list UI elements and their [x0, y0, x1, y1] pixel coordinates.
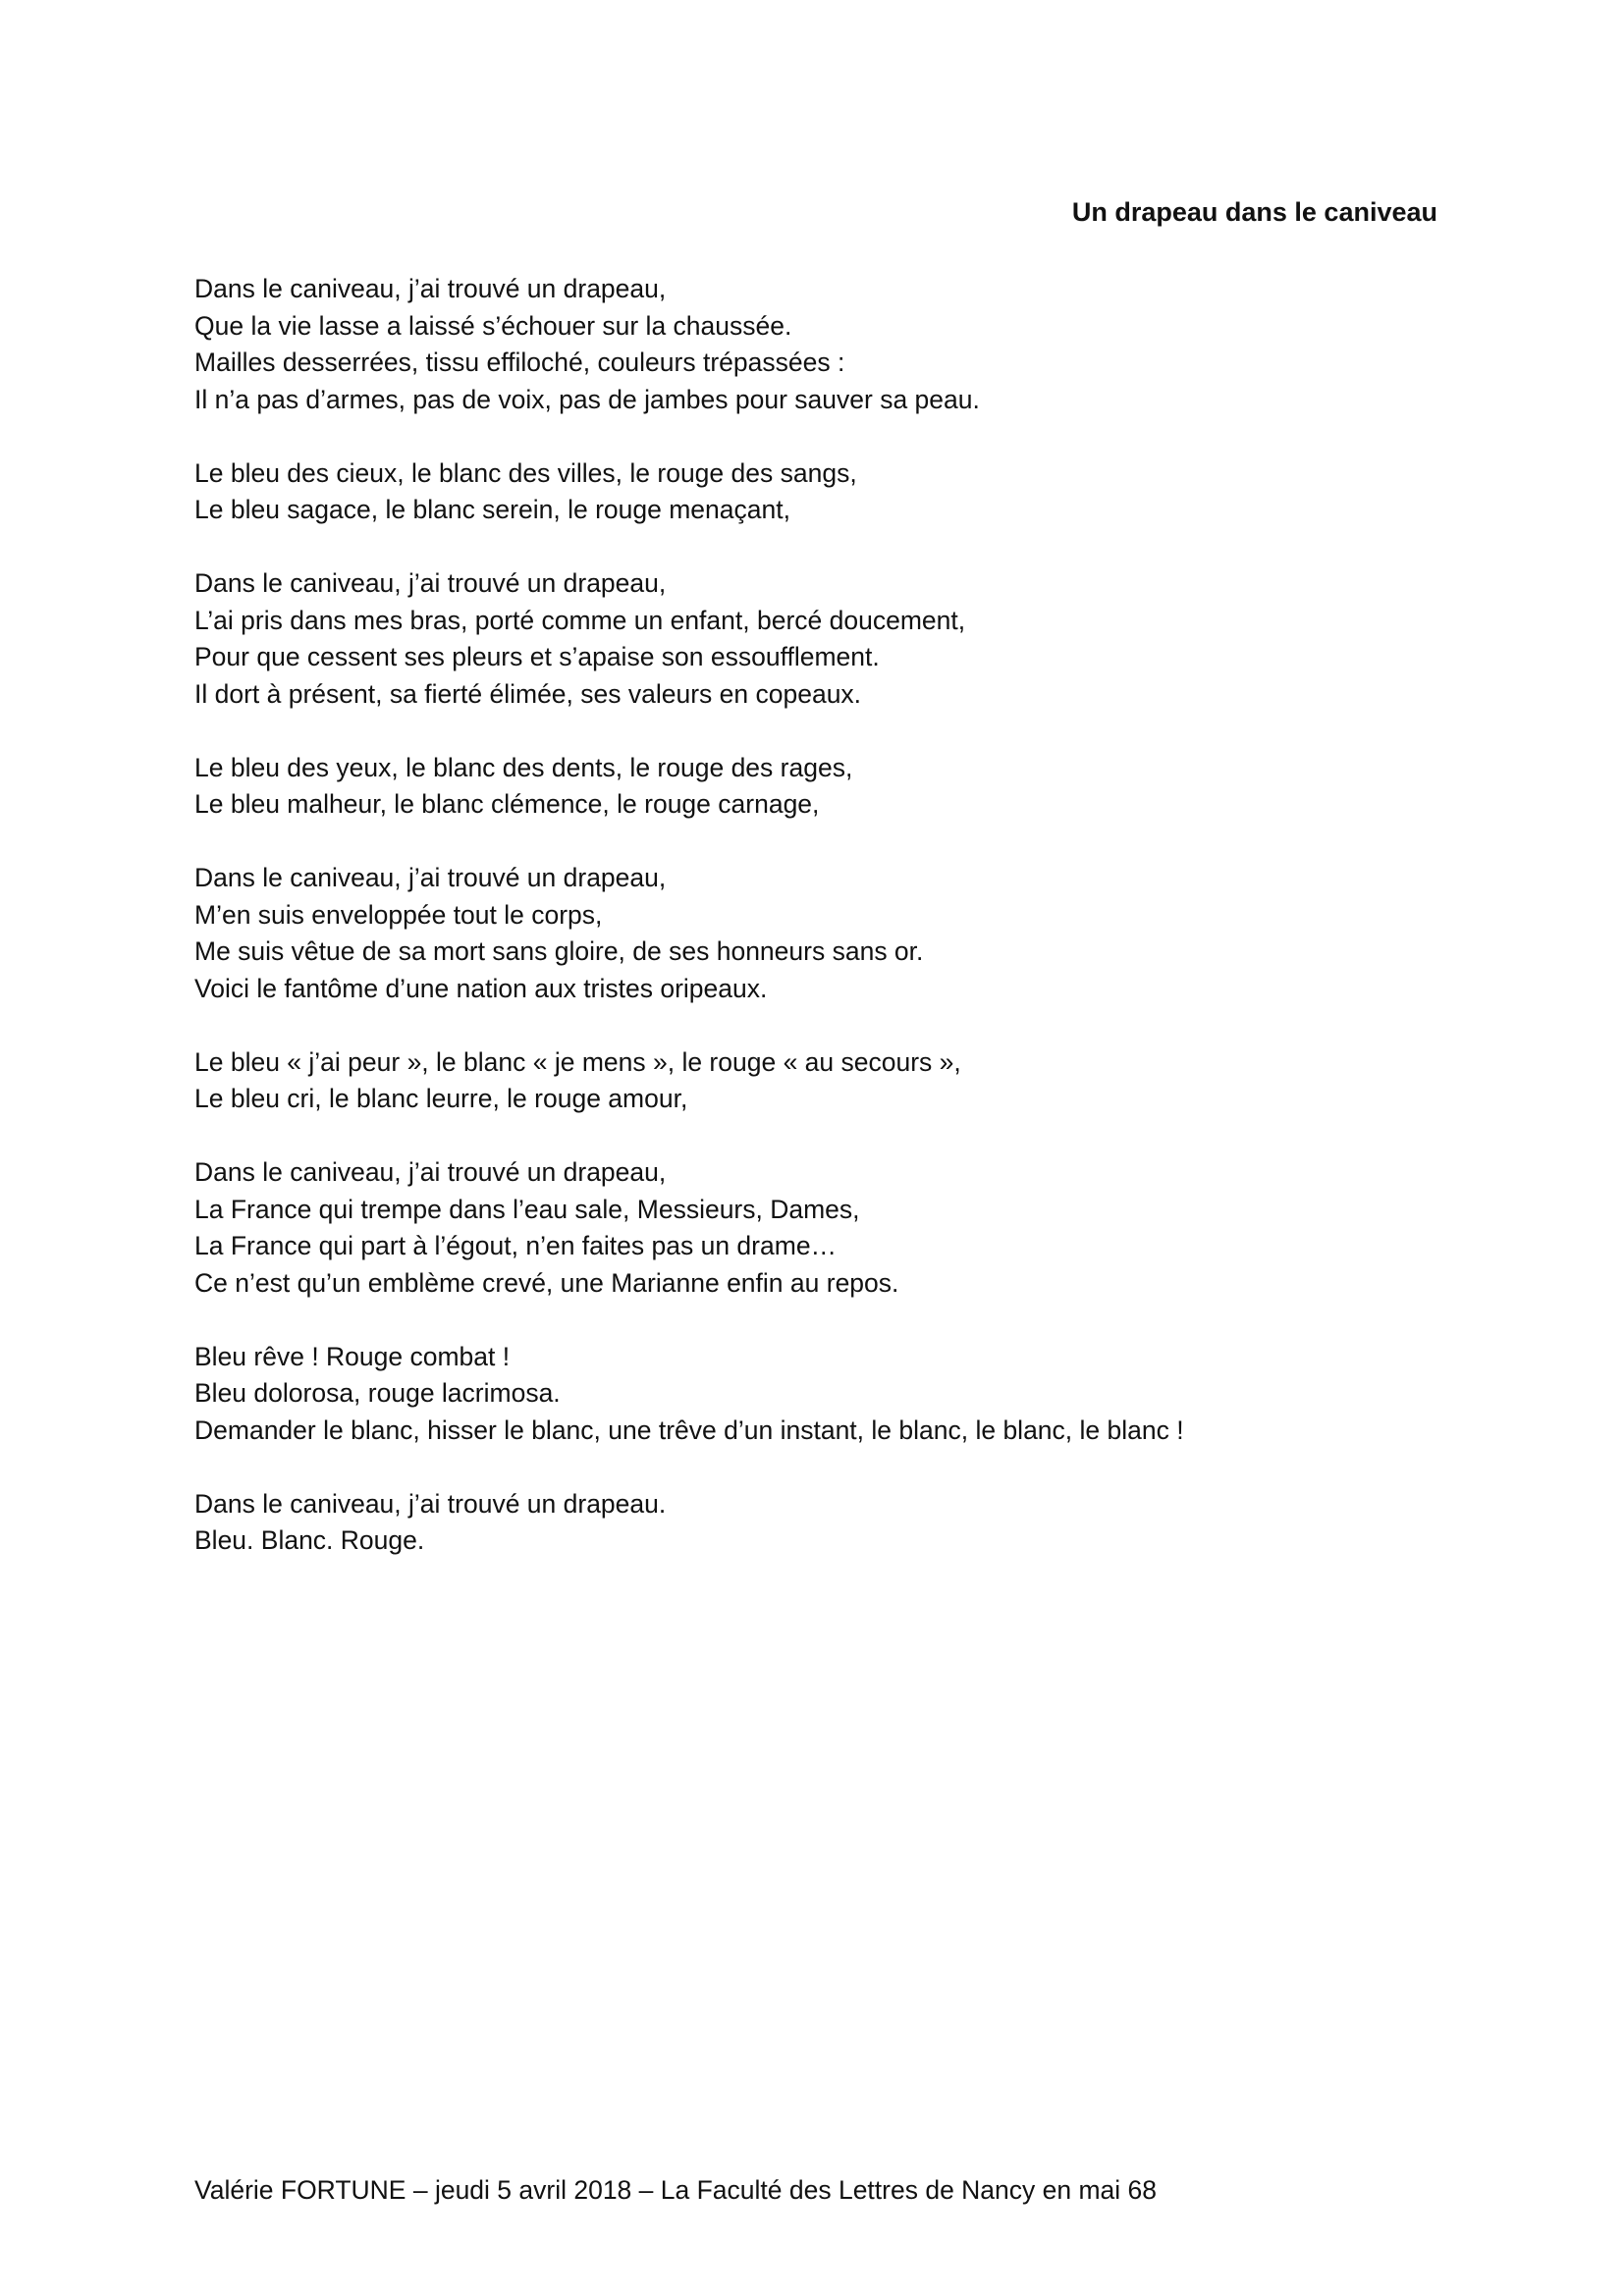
stanza [194, 1339, 1471, 1450]
poem-line: Voici le fantôme d’une nation aux tristes oripeaux. [194, 973, 768, 1003]
stanza [194, 1486, 1471, 1560]
poem-line: Me suis vêtue de sa mort sans gloire, de ses honneurs sans or. [194, 936, 924, 966]
stanza [194, 750, 1471, 824]
poem-line: Il dort à présent, sa fierté élimée, ses valeurs en copeaux. [194, 678, 862, 709]
poem-line: Dans le caniveau, j’ai trouvé un drapeau, [194, 274, 667, 303]
stanza [194, 1154, 1471, 1302]
stanza [194, 1044, 1471, 1118]
poem-line: Mailles desserrées, tissu effiloché, couleurs trépassées : [194, 347, 845, 377]
poem-line: Dans le caniveau, j’ai trouvé un drapeau, [194, 1157, 667, 1187]
stanza [194, 565, 1471, 713]
poem-line: Pour que cessent ses pleurs et s’apaise son essoufflement. [194, 642, 880, 671]
poem-line: Bleu. Blanc. Rouge. [194, 1525, 425, 1555]
poem-line: Le bleu malheur, le blanc clémence, le rouge carnage, [194, 789, 820, 819]
poem-title: Un drapeau dans le caniveau [1071, 197, 1437, 227]
poem-line: La France qui part à l’égout, n’en faites pas un drame… [194, 1231, 838, 1260]
poem-line: M’en suis enveloppée tout le corps, [194, 899, 603, 930]
stanza [194, 455, 1471, 529]
page-footer: Valérie FORTUNE – jeudi 5 avril 2018 – La Faculté des Lettres de Nancy en mai 68 [194, 2175, 1158, 2205]
poem-line: Dans le caniveau, j’ai trouvé un drapeau, [194, 863, 667, 892]
poem-line: Il n’a pas d’armes, pas de voix, pas de jambes pour sauver sa peau. [194, 384, 980, 414]
poem-line: Le bleu « j’ai peur », le blanc « je mens », le rouge « au secours », [194, 1046, 961, 1077]
stanza [194, 860, 1471, 1007]
poem-line: Ce n’est qu’un emblème crevé, une Marianne enfin au repos. [194, 1267, 899, 1298]
poem-line: Bleu dolorosa, rouge lacrimosa. [194, 1378, 561, 1408]
poem-line: L’ai pris dans mes bras, porté comme un enfant, bercé doucement, [194, 605, 966, 635]
stanza [194, 271, 1471, 418]
poem-line: Le bleu sagace, le blanc serein, le rouge menaçant, [194, 495, 790, 524]
poem-line: Le bleu des cieux, le blanc des villes, le rouge des sangs, [194, 457, 857, 488]
poem-body [194, 271, 1471, 1596]
poem-line: La France qui trempe dans l’eau sale, Messieurs, Dames, [194, 1194, 860, 1224]
poem-line: Le bleu cri, le blanc leurre, le rouge amour, [194, 1084, 688, 1113]
poem-line: Bleu rêve ! Rouge combat ! [194, 1341, 511, 1371]
poem-line: Demander le blanc, hisser le blanc, une trêve d’un instant, le blanc, le blanc, le blanc ! [194, 1415, 1184, 1445]
poem-line: Dans le caniveau, j’ai trouvé un drapeau, [194, 568, 667, 598]
poem-line: Que la vie lasse a laissé s’échouer sur la chaussée. [194, 310, 792, 341]
poem-line: Le bleu des yeux, le blanc des dents, le rouge des rages, [194, 752, 853, 782]
poem-line: Dans le caniveau, j’ai trouvé un drapeau. [194, 1488, 667, 1519]
